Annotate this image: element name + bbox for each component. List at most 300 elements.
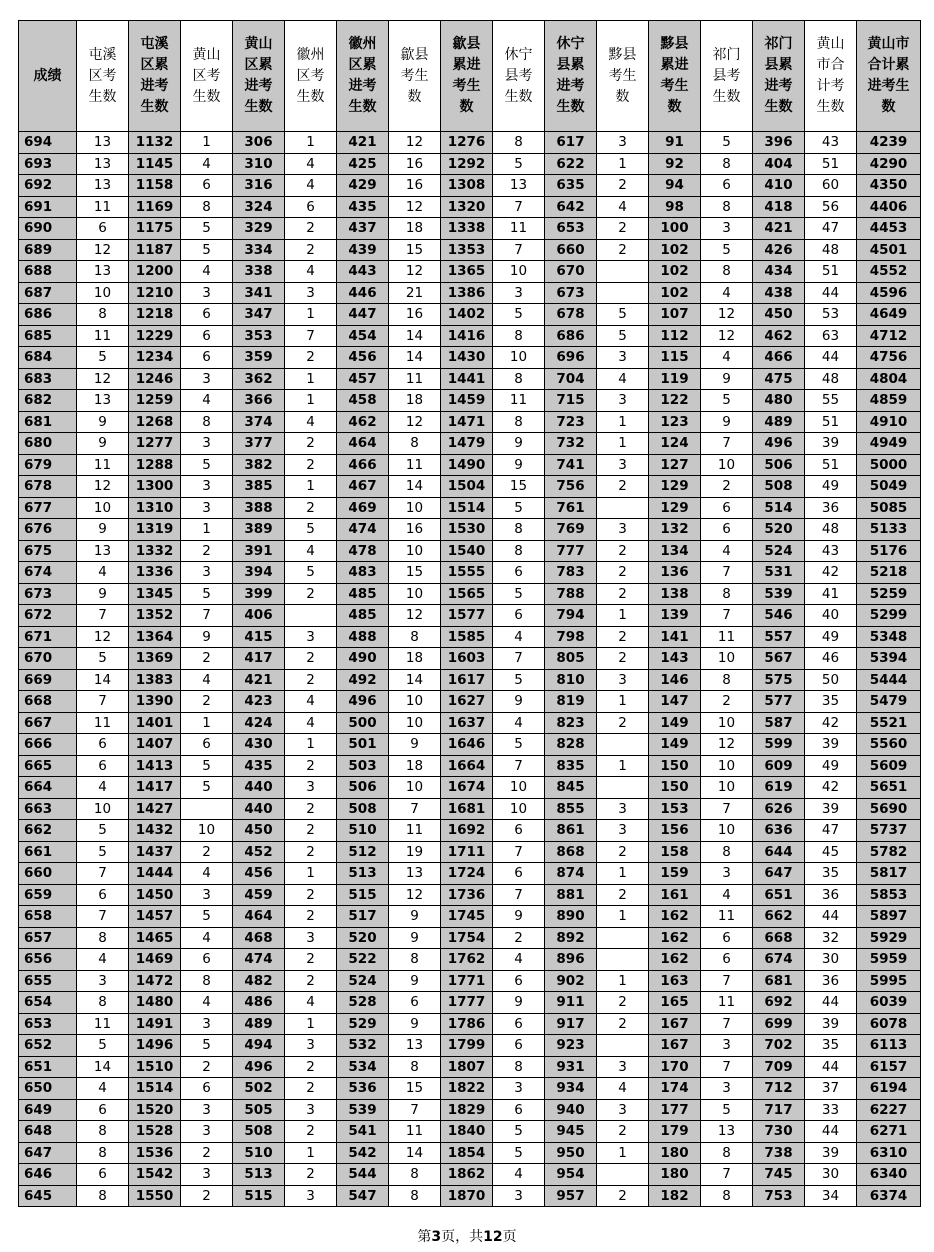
- table-cell: 2: [701, 476, 753, 498]
- score-cell: 665: [19, 755, 77, 777]
- table-cell: 5: [181, 218, 233, 240]
- score-cell: 656: [19, 949, 77, 971]
- table-cell: 931: [545, 1056, 597, 1078]
- column-header-line: 数: [407, 88, 422, 105]
- table-cell: 5: [285, 519, 337, 541]
- table-cell: 1480: [129, 992, 181, 1014]
- table-cell: 4239: [857, 132, 921, 154]
- table-cell: 1: [597, 411, 649, 433]
- table-cell: 1754: [441, 927, 493, 949]
- table-cell: 10: [701, 777, 753, 799]
- table-cell: 805: [545, 648, 597, 670]
- table-cell: 8: [493, 411, 545, 433]
- table-cell: 127: [649, 454, 701, 476]
- table-cell: 2: [597, 1013, 649, 1035]
- table-cell: 9: [493, 992, 545, 1014]
- table-cell: 143: [649, 648, 701, 670]
- table-cell: 14: [389, 347, 441, 369]
- table-cell: 454: [337, 325, 389, 347]
- table-cell: 2: [597, 648, 649, 670]
- table-cell: 16: [389, 304, 441, 326]
- table-cell: 1: [597, 605, 649, 627]
- table-cell: 12: [389, 605, 441, 627]
- table-row: [19, 304, 921, 326]
- table-cell: 741: [545, 454, 597, 476]
- table-cell: 48: [805, 368, 857, 390]
- table-cell: 8: [389, 1164, 441, 1186]
- column-header-line: 合计累: [867, 57, 910, 73]
- score-cell: 652: [19, 1035, 77, 1057]
- table-cell: 7: [701, 798, 753, 820]
- table-cell: 9: [493, 454, 545, 476]
- table-cell: 12: [389, 411, 441, 433]
- table-cell: 13: [77, 390, 129, 412]
- table-cell: 1234: [129, 347, 181, 369]
- table-cell: 482: [233, 970, 285, 992]
- table-cell: 934: [545, 1078, 597, 1100]
- table-cell: 5782: [857, 841, 921, 863]
- table-cell: 429: [337, 175, 389, 197]
- table-cell: 529: [337, 1013, 389, 1035]
- table-cell: 1310: [129, 497, 181, 519]
- table-cell: 1218: [129, 304, 181, 326]
- column-header-line: 黄山市: [867, 36, 910, 52]
- table-cell: 2: [597, 175, 649, 197]
- table-cell: 788: [545, 583, 597, 605]
- table-cell: 1822: [441, 1078, 493, 1100]
- table-cell: 46: [805, 648, 857, 670]
- table-cell: 385: [233, 476, 285, 498]
- table-cell: 2: [597, 626, 649, 648]
- table-cell: 1550: [129, 1185, 181, 1207]
- table-cell: 1491: [129, 1013, 181, 1035]
- table-cell: 39: [805, 1142, 857, 1164]
- table-cell: 5929: [857, 927, 921, 949]
- table-cell: 396: [753, 132, 805, 154]
- score-cell: 685: [19, 325, 77, 347]
- table-cell: 12: [77, 476, 129, 498]
- table-cell: [597, 734, 649, 756]
- column-header-line: 祁门: [712, 46, 741, 63]
- table-cell: 14: [389, 1142, 441, 1164]
- column-header-line: 进考: [764, 78, 793, 94]
- table-cell: 18: [389, 648, 441, 670]
- table-cell: 1664: [441, 755, 493, 777]
- table-cell: 644: [753, 841, 805, 863]
- table-cell: 12: [701, 734, 753, 756]
- table-cell: 5: [181, 777, 233, 799]
- table-cell: 136: [649, 562, 701, 584]
- table-cell: 12: [77, 368, 129, 390]
- table-cell: 1459: [441, 390, 493, 412]
- table-cell: 7: [701, 605, 753, 627]
- table-cell: 3: [181, 562, 233, 584]
- column-header-line: 生数: [504, 88, 533, 105]
- table-cell: 3: [181, 1121, 233, 1143]
- table-cell: 468: [233, 927, 285, 949]
- table-cell: 6: [389, 992, 441, 1014]
- column-header-line: 县累: [764, 57, 793, 73]
- table-cell: 534: [337, 1056, 389, 1078]
- table-cell: 513: [337, 863, 389, 885]
- table-cell: 51: [805, 411, 857, 433]
- table-cell: 2: [285, 239, 337, 261]
- table-cell: 47: [805, 218, 857, 240]
- score-cell: 674: [19, 562, 77, 584]
- table-row: [19, 669, 921, 691]
- table-cell: 4649: [857, 304, 921, 326]
- table-cell: 874: [545, 863, 597, 885]
- table-cell: 147: [649, 691, 701, 713]
- table-row: [19, 1035, 921, 1057]
- table-cell: 1585: [441, 626, 493, 648]
- table-cell: 10: [77, 798, 129, 820]
- table-cell: 1: [597, 970, 649, 992]
- table-cell: 34: [805, 1185, 857, 1207]
- table-cell: 42: [805, 562, 857, 584]
- table-cell: 2: [285, 1164, 337, 1186]
- table-cell: 5959: [857, 949, 921, 971]
- column-header-line: 生数: [348, 99, 377, 115]
- table-cell: 404: [753, 153, 805, 175]
- table-cell: 430: [233, 734, 285, 756]
- table-cell: 60: [805, 175, 857, 197]
- table-cell: 917: [545, 1013, 597, 1035]
- table-cell: 5: [77, 347, 129, 369]
- table-cell: 9: [181, 626, 233, 648]
- score-cell: 680: [19, 433, 77, 455]
- table-cell: 1: [597, 433, 649, 455]
- table-cell: 3: [701, 863, 753, 885]
- table-cell: 8: [701, 669, 753, 691]
- table-cell: 1145: [129, 153, 181, 175]
- table-cell: 4: [181, 669, 233, 691]
- table-cell: 7: [77, 863, 129, 885]
- table-cell: 6: [181, 325, 233, 347]
- table-cell: 5176: [857, 540, 921, 562]
- table-cell: 5: [701, 390, 753, 412]
- table-cell: 424: [233, 712, 285, 734]
- table-cell: 1401: [129, 712, 181, 734]
- table-cell: 642: [545, 196, 597, 218]
- table-cell: 7: [77, 605, 129, 627]
- score-cell: 676: [19, 519, 77, 541]
- table-cell: 823: [545, 712, 597, 734]
- table-cell: 8: [701, 196, 753, 218]
- table-cell: 115: [649, 347, 701, 369]
- table-cell: 14: [77, 1056, 129, 1078]
- table-cell: 3: [285, 927, 337, 949]
- table-cell: 4: [181, 927, 233, 949]
- table-cell: 13: [77, 132, 129, 154]
- table-cell: 6: [493, 970, 545, 992]
- table-cell: 7: [493, 884, 545, 906]
- table-cell: 1288: [129, 454, 181, 476]
- table-cell: 12: [389, 884, 441, 906]
- table-cell: 338: [233, 261, 285, 283]
- table-row: [19, 1185, 921, 1207]
- table-cell: 1277: [129, 433, 181, 455]
- table-cell: 2: [597, 992, 649, 1014]
- table-cell: 8: [701, 1185, 753, 1207]
- table-cell: 43: [805, 540, 857, 562]
- table-cell: 896: [545, 949, 597, 971]
- table-row: [19, 454, 921, 476]
- table-cell: 14: [389, 669, 441, 691]
- table-row: [19, 906, 921, 928]
- table-cell: 7: [701, 970, 753, 992]
- score-cell: 658: [19, 906, 77, 928]
- score-cell: 645: [19, 1185, 77, 1207]
- table-cell: 440: [233, 777, 285, 799]
- table-cell: 2: [181, 648, 233, 670]
- table-cell: 541: [337, 1121, 389, 1143]
- table-cell: 13: [389, 1035, 441, 1057]
- table-cell: 119: [649, 368, 701, 390]
- table-cell: 494: [233, 1035, 285, 1057]
- table-cell: 5259: [857, 583, 921, 605]
- table-cell: 347: [233, 304, 285, 326]
- table-row: [19, 691, 921, 713]
- column-header: [129, 21, 181, 132]
- table-cell: 1353: [441, 239, 493, 261]
- column-header-line: 屯溪: [88, 46, 117, 63]
- table-cell: 4: [181, 390, 233, 412]
- table-cell: 4: [77, 949, 129, 971]
- column-header-line: 区考: [88, 67, 117, 84]
- table-row: [19, 992, 921, 1014]
- table-cell: 174: [649, 1078, 701, 1100]
- table-cell: 1457: [129, 906, 181, 928]
- score-cell: 670: [19, 648, 77, 670]
- table-cell: 2: [701, 691, 753, 713]
- table-cell: 1300: [129, 476, 181, 498]
- table-cell: 4350: [857, 175, 921, 197]
- table-cell: 10: [389, 583, 441, 605]
- table-cell: 366: [233, 390, 285, 412]
- table-row: [19, 970, 921, 992]
- table-cell: 5: [701, 239, 753, 261]
- table-row: [19, 949, 921, 971]
- table-cell: 2: [285, 648, 337, 670]
- table-cell: 489: [753, 411, 805, 433]
- table-cell: 153: [649, 798, 701, 820]
- table-cell: 485: [337, 605, 389, 627]
- table-cell: 5: [493, 1121, 545, 1143]
- table-cell: 6: [181, 175, 233, 197]
- table-cell: 8: [389, 433, 441, 455]
- table-cell: 957: [545, 1185, 597, 1207]
- table-cell: 3: [597, 390, 649, 412]
- column-header-line: 进考: [244, 78, 273, 94]
- table-cell: 923: [545, 1035, 597, 1057]
- table-cell: 2: [285, 949, 337, 971]
- table-cell: 9: [389, 927, 441, 949]
- table-row: [19, 583, 921, 605]
- page-footer: [0, 1226, 934, 1246]
- score-cell: 690: [19, 218, 77, 240]
- footer-middle: 页，共: [441, 1229, 484, 1245]
- table-cell: 1472: [129, 970, 181, 992]
- column-header-line: 考生: [452, 78, 481, 94]
- table-cell: 9: [389, 906, 441, 928]
- table-cell: 92: [649, 153, 701, 175]
- table-cell: [181, 798, 233, 820]
- table-cell: 4: [285, 992, 337, 1014]
- table-cell: 1: [597, 755, 649, 777]
- table-cell: 9: [389, 1013, 441, 1035]
- table-cell: 40: [805, 605, 857, 627]
- table-cell: 1504: [441, 476, 493, 498]
- table-cell: 4: [181, 992, 233, 1014]
- column-header-line: 市合: [816, 57, 845, 73]
- table-cell: 723: [545, 411, 597, 433]
- table-cell: 162: [649, 949, 701, 971]
- table-cell: 421: [753, 218, 805, 240]
- score-cell: 688: [19, 261, 77, 283]
- table-cell: 4: [77, 1078, 129, 1100]
- table-cell: [597, 282, 649, 304]
- table-cell: 35: [805, 691, 857, 713]
- table-cell: 21: [389, 282, 441, 304]
- table-cell: 1336: [129, 562, 181, 584]
- table-cell: 63: [805, 325, 857, 347]
- table-cell: 2: [181, 1142, 233, 1164]
- table-cell: 4: [597, 196, 649, 218]
- table-cell: 503: [337, 755, 389, 777]
- table-cell: 5: [181, 1035, 233, 1057]
- table-cell: 362: [233, 368, 285, 390]
- table-cell: 4: [701, 347, 753, 369]
- table-cell: 170: [649, 1056, 701, 1078]
- table-cell: 730: [753, 1121, 805, 1143]
- table-cell: 1407: [129, 734, 181, 756]
- table-cell: 3: [701, 1035, 753, 1057]
- table-cell: 1840: [441, 1121, 493, 1143]
- table-cell: 13: [701, 1121, 753, 1143]
- table-cell: 16: [389, 153, 441, 175]
- table-cell: 3: [701, 218, 753, 240]
- table-row: [19, 820, 921, 842]
- table-cell: 2: [181, 691, 233, 713]
- table-cell: 6374: [857, 1185, 921, 1207]
- table-cell: [597, 777, 649, 799]
- column-header-line: 生数: [712, 88, 741, 105]
- table-cell: 835: [545, 755, 597, 777]
- table-cell: 3: [181, 1013, 233, 1035]
- table-cell: 1268: [129, 411, 181, 433]
- table-cell: 141: [649, 626, 701, 648]
- footer-total-pages: 12: [483, 1229, 503, 1245]
- table-cell: 1200: [129, 261, 181, 283]
- table-cell: 635: [545, 175, 597, 197]
- table-cell: 699: [753, 1013, 805, 1035]
- table-cell: 1528: [129, 1121, 181, 1143]
- table-cell: 51: [805, 153, 857, 175]
- score-cell: 692: [19, 175, 77, 197]
- table-row: [19, 239, 921, 261]
- table-cell: 1514: [129, 1078, 181, 1100]
- table-cell: 8: [77, 304, 129, 326]
- table-cell: 10: [701, 454, 753, 476]
- table-cell: 8: [181, 970, 233, 992]
- table-cell: 18: [389, 218, 441, 240]
- table-row: [19, 325, 921, 347]
- table-cell: 1870: [441, 1185, 493, 1207]
- table-cell: 3: [285, 1185, 337, 1207]
- table-cell: 524: [337, 970, 389, 992]
- score-cell: 669: [19, 669, 77, 691]
- table-cell: 8: [77, 927, 129, 949]
- table-cell: 1292: [441, 153, 493, 175]
- table-cell: 462: [337, 411, 389, 433]
- table-cell: 3: [597, 798, 649, 820]
- table-cell: 3: [597, 132, 649, 154]
- table-cell: 102: [649, 239, 701, 261]
- table-cell: 4453: [857, 218, 921, 240]
- column-header: [337, 21, 389, 132]
- table-cell: 43: [805, 132, 857, 154]
- column-header-line: 累进: [660, 57, 689, 73]
- table-cell: 1479: [441, 433, 493, 455]
- column-header-line: 生数: [764, 99, 793, 115]
- table-cell: 3: [493, 1078, 545, 1100]
- table-cell: 717: [753, 1099, 805, 1121]
- table-cell: 3: [597, 519, 649, 541]
- table-cell: 353: [233, 325, 285, 347]
- table-cell: 1627: [441, 691, 493, 713]
- table-cell: 6157: [857, 1056, 921, 1078]
- table-cell: 6: [493, 1035, 545, 1057]
- table-cell: 10: [701, 820, 753, 842]
- table-cell: 306: [233, 132, 285, 154]
- table-cell: 2: [285, 906, 337, 928]
- table-row: [19, 863, 921, 885]
- table-cell: 1692: [441, 820, 493, 842]
- table-cell: 10: [181, 820, 233, 842]
- table-cell: 37: [805, 1078, 857, 1100]
- table-cell: 36: [805, 884, 857, 906]
- score-cell: 678: [19, 476, 77, 498]
- score-cell: 687: [19, 282, 77, 304]
- table-cell: 4406: [857, 196, 921, 218]
- table-cell: 5: [493, 153, 545, 175]
- table-cell: 1: [285, 476, 337, 498]
- table-cell: 1469: [129, 949, 181, 971]
- table-cell: 310: [233, 153, 285, 175]
- table-cell: 2: [181, 1056, 233, 1078]
- table-cell: 1565: [441, 583, 493, 605]
- table-cell: 7: [701, 1164, 753, 1186]
- table-cell: 539: [753, 583, 805, 605]
- table-cell: 443: [337, 261, 389, 283]
- table-cell: 6271: [857, 1121, 921, 1143]
- table-cell: 508: [233, 1121, 285, 1143]
- table-cell: 5: [77, 841, 129, 863]
- column-header-line: 歙县: [452, 36, 481, 52]
- table-cell: 406: [233, 605, 285, 627]
- table-cell: 10: [389, 691, 441, 713]
- table-cell: 5: [181, 583, 233, 605]
- table-cell: 5000: [857, 454, 921, 476]
- table-cell: 9: [701, 368, 753, 390]
- table-cell: 2: [285, 884, 337, 906]
- table-cell: [597, 261, 649, 283]
- table-cell: 2: [597, 583, 649, 605]
- table-cell: 14: [389, 325, 441, 347]
- table-cell: 15: [493, 476, 545, 498]
- table-cell: 1555: [441, 562, 493, 584]
